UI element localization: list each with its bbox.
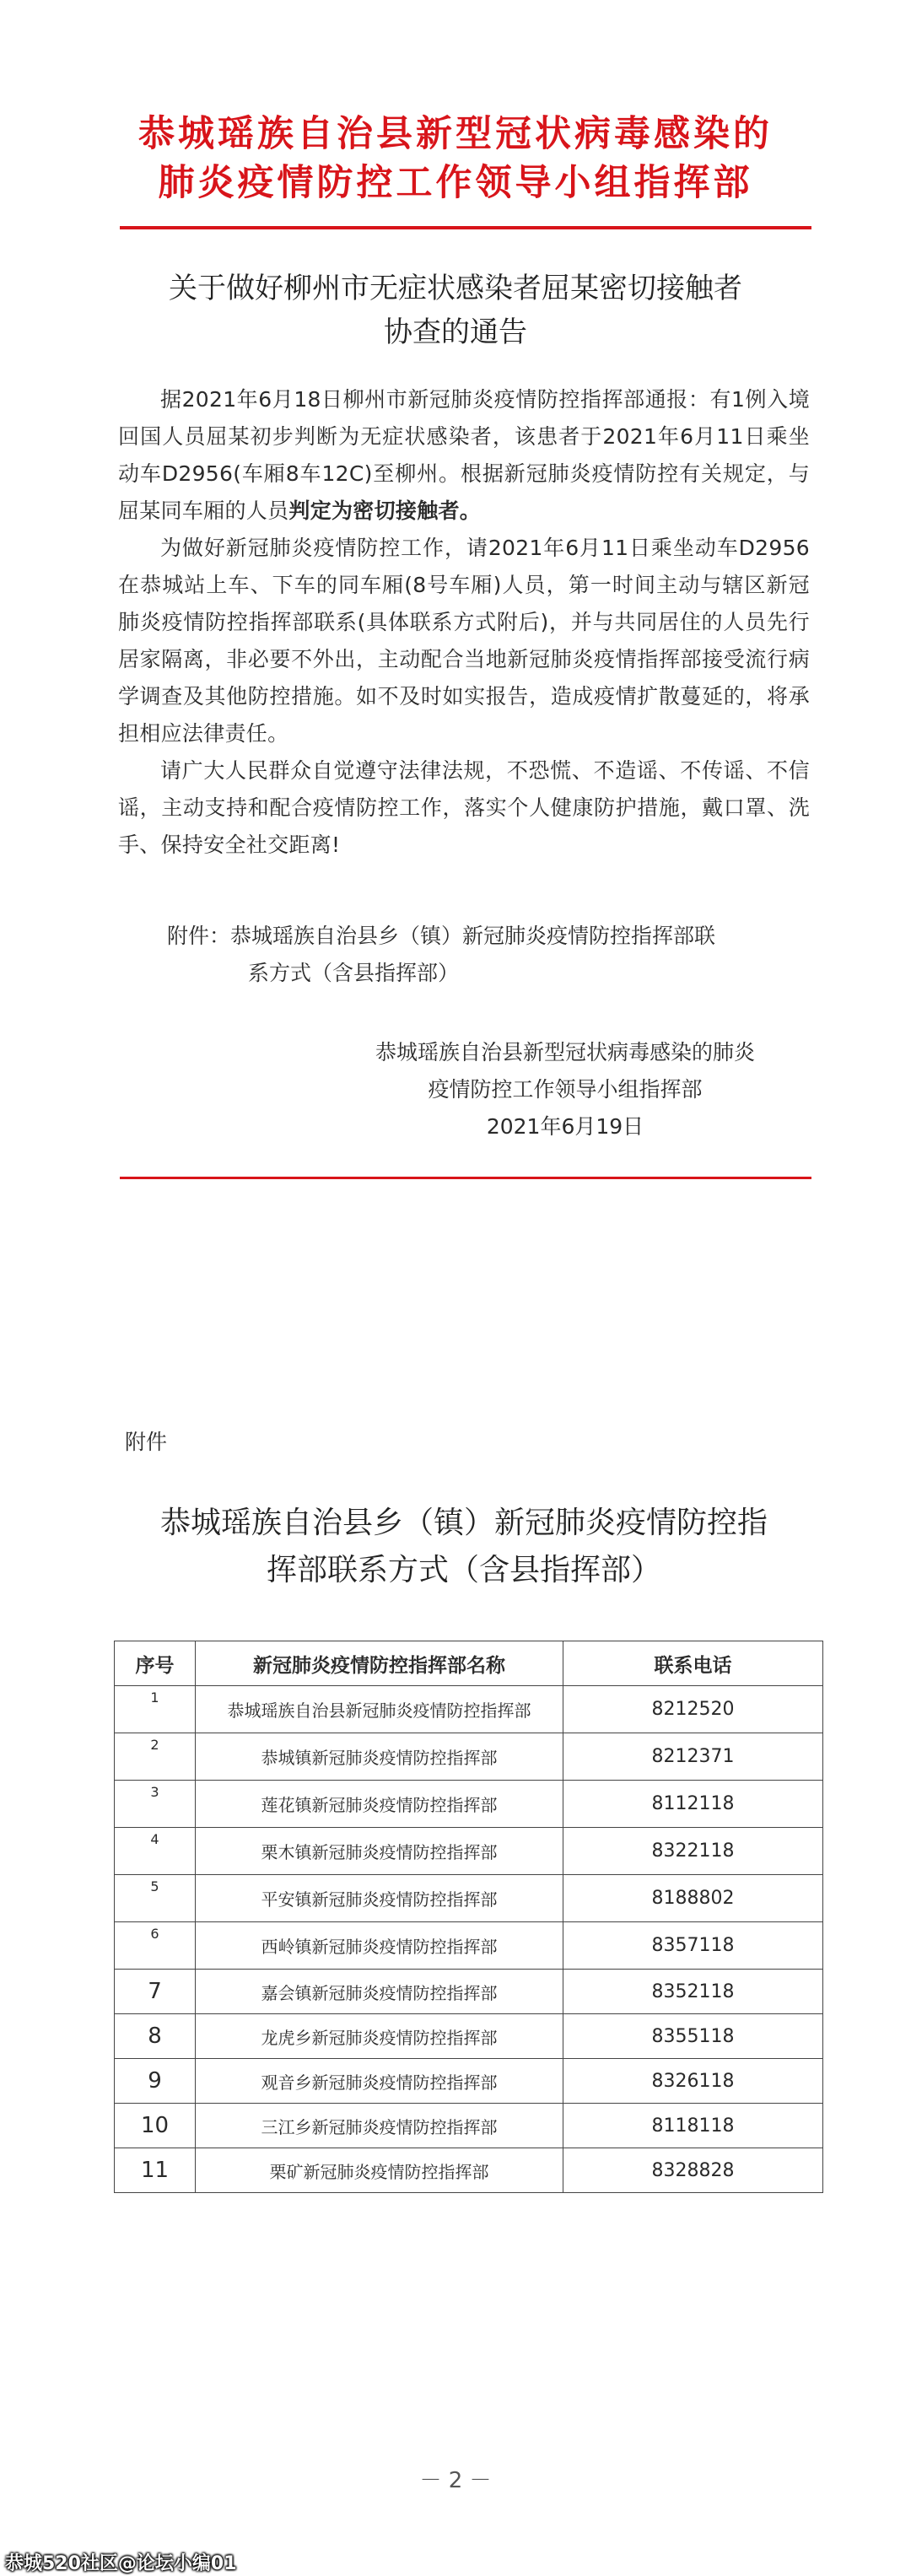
row-number: 10 [115,2104,196,2148]
page-number: － 2 － [419,2468,492,2493]
table-row [115,1686,823,1733]
table-row [115,1970,823,2014]
attachment-note-line-1: 附件：恭城瑶族自治县乡（镇）新冠肺炎疫情防控指挥部联 [167,924,716,948]
table-row [115,1781,823,1828]
row-phone: 8357118 [563,1922,823,1970]
table-row [115,1733,823,1781]
signature-line-1: 恭城瑶族自治县新型冠状病毒感染的肺炎 [375,1040,755,1064]
signature-block [304,1034,827,1145]
issuer-header [0,110,911,207]
row-number: 7 [115,1970,196,2014]
notice-title [84,267,827,354]
row-name: 西岭镇新冠肺炎疫情防控指挥部 [196,1922,563,1970]
row-number: 5 [115,1875,196,1922]
row-number: 8 [115,2014,196,2059]
signature-line-2: 疫情防控工作领导小组指挥部 [428,1077,703,1102]
notice-body [118,381,810,864]
row-phone: 8212371 [563,1733,823,1781]
row-name: 龙虎乡新冠肺炎疫情防控指挥部 [196,2014,563,2059]
notice-title-line-1: 关于做好柳州市无症状感染者屈某密切接触者 [169,272,742,305]
row-number: 9 [115,2059,196,2104]
row-number: 6 [115,1922,196,1970]
row-phone: 8322118 [563,1828,823,1875]
table-row [115,2104,823,2148]
column-header-phone: 联系电话 [563,1641,823,1686]
paragraph-3: 请广大人民群众自觉遵守法律法规，不恐慌、不造谣、不传谣、不信谣，主动支持和配合疫情防控工作，落实个人健康防护措施，戴口罩、洗手、保持安全社交距离! [118,758,810,857]
table-row [115,1875,823,1922]
table-row [115,1828,823,1875]
contacts-table [114,1641,823,2193]
row-number: 2 [115,1733,196,1781]
paragraph-2: 为做好新冠肺炎疫情防控工作，请2021年6月11日乘坐动车D2956在恭城站上车、下车的同车厢(8号车厢)人员，第一时间主动与辖区新冠肺炎疫情防控指挥部联系(具体联系方式附后)，并与共同居住的人员先行居家隔离，非必要不外出，主动配合当地新冠肺炎疫情指挥部接受流行病学调查及其他防控措施。如不及时如实报告，造成疫情扩散蔓延的，将承担相应法律责任。 [118,536,810,746]
row-name: 恭城瑶族自治县新冠肺炎疫情防控指挥部 [196,1686,563,1733]
row-phone: 8112118 [563,1781,823,1828]
row-name: 栗木镇新冠肺炎疫情防控指挥部 [196,1828,563,1875]
table-row [115,1922,823,1970]
issuer-header-line-2: 肺炎疫情防控工作领导小组指挥部 [158,162,753,204]
issuer-header-line-1: 恭城瑶族自治县新型冠状病毒感染的 [138,113,773,155]
row-phone: 8355118 [563,2014,823,2059]
attachment-label: 附件 [125,1430,168,1454]
paragraph-1 [118,381,810,530]
paragraph-1-text: 据2021年6月18日柳州市新冠肺炎疫情防控指挥部通报：有1例入境回国人员屈某初步判断为无症状感染者，该患者于2021年6月11日乘坐动车D2956(车厢8车12C)至柳州。根据新冠肺炎疫情防控有关规定，与屈某同车厢的人员 [118,387,810,523]
row-name: 三江乡新冠肺炎疫情防控指挥部 [196,2104,563,2148]
row-phone: 8212520 [563,1686,823,1733]
row-name: 莲花镇新冠肺炎疫情防控指挥部 [196,1781,563,1828]
row-number: 11 [115,2148,196,2193]
row-number: 4 [115,1828,196,1875]
paragraph-1-emphasis: 判定为密切接触者。 [288,498,482,523]
row-phone: 8188802 [563,1875,823,1922]
watermark: 恭城520社区@论坛小编01 [5,2553,237,2574]
signature-date: 2021年6月19日 [486,1114,644,1139]
row-name: 嘉会镇新冠肺炎疫情防控指挥部 [196,1970,563,2014]
row-phone: 8326118 [563,2059,823,2104]
notice-title-line-2: 协查的通告 [384,315,527,349]
row-name: 栗矿新冠肺炎疫情防控指挥部 [196,2148,563,2193]
table-row [115,2014,823,2059]
row-phone: 8352118 [563,1970,823,2014]
attachment-title [101,1500,827,1594]
table-row [115,2059,823,2104]
column-header-number: 序号 [115,1641,196,1686]
attachment-title-line-2: 挥部联系方式（含县指挥部） [266,1553,661,1587]
footer-red-rule [120,1177,811,1179]
row-name: 恭城镇新冠肺炎疫情防控指挥部 [196,1733,563,1781]
row-phone: 8118118 [563,2104,823,2148]
row-name: 平安镇新冠肺炎疫情防控指挥部 [196,1875,563,1922]
attachment-note-line-2: 系方式（含县指挥部） [248,961,460,985]
attachment-note [167,918,808,992]
table-row [115,2148,823,2193]
column-header-name: 新冠肺炎疫情防控指挥部名称 [196,1641,563,1686]
row-phone: 8328828 [563,2148,823,2193]
table-header-row [115,1641,823,1686]
row-name: 观音乡新冠肺炎疫情防控指挥部 [196,2059,563,2104]
row-number: 1 [115,1686,196,1733]
header-red-rule [120,226,811,229]
row-number: 3 [115,1781,196,1828]
attachment-title-line-1: 恭城瑶族自治县乡（镇）新冠肺炎疫情防控指 [159,1506,768,1540]
